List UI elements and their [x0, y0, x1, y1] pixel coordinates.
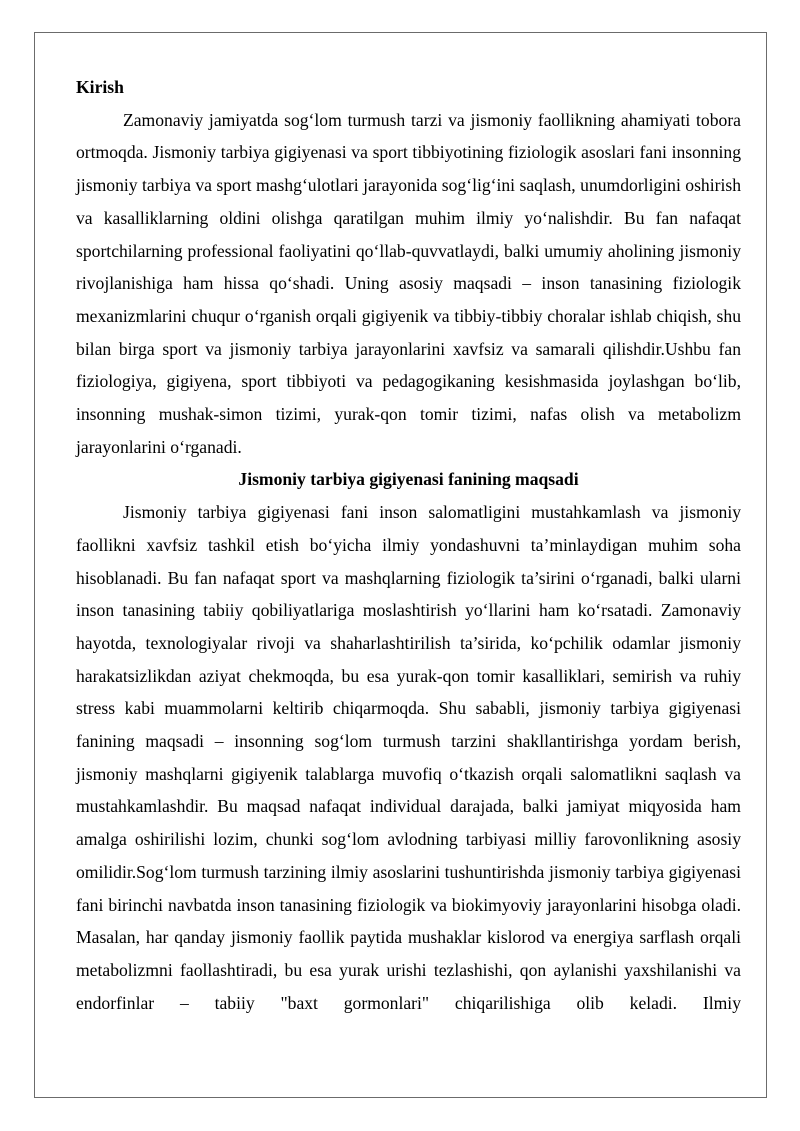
document-body: [76, 71, 741, 1019]
intro-paragraph: Zamonaviy jamiyatda sog‘lom turmush tarzi va jismoniy faollikning ahamiyati tobora ortmoqda. Jismoniy tarbiya gigiyenasi va sport tibbiyotining fiziologik asoslari fani insonning jismoniy tarbiya va sport mashg‘ulotlari jarayonida sog‘lig‘ini saqlash, unumdorligini oshirish va kasalliklarning oldini olishga qaratilgan muhim ilmiy yo‘nalishdir. Bu fan nafaqat sportchilarning professional faoliyatini qo‘llab-quvvatlaydi, balki umumiy aholining jismoniy rivojlanishiga ham hissa qo‘shadi. Uning asosiy maqsadi – inson tanasining fiziologik mexanizmlarini chuqur o‘rganish orqali gigiyenik va tibbiy-tibbiy choralar ishlab chiqish, shu bilan birga sport va jismoniy tarbiya jarayonlarini xavfsiz va samarali qilishdir.Ushbu fan fiziologiya, gigiyena, sport tibbiyoti va pedagogikaning kesishmasida joylashgan bo‘lib, insonning mushak-simon tizimi, yurak-qon tomir tizimi, nafas olish va metabolizm jarayonlarini o‘rganadi.: [76, 109, 741, 457]
section-paragraph: Jismoniy tarbiya gigiyenasi fani inson salomatligini mustahkamlash va jismoniy faollikni xavfsiz tashkil etish bo‘yicha ilmiy yondashuvni ta’minlaydigan muhim soha hisoblanadi. Bu fan nafaqat sport va mashqlarning fiziologik ta’sirini o‘rganadi, balki ularni inson tanasining tabiiy qobiliyatlariga moslashtirish yo‘llarini ham ko‘rsatadi. Zamonaviy hayotda, texnologiyalar rivoji va shaharlashtirilish ta’sirida, ko‘pchilik odamlar jismoniy harakatsizlikdan aziyat chekmoqda, bu esa yurak-qon tomir kasalliklari, semirish va ruhiy stress kabi muammolarni keltirib chiqarmoqda. Shu sababli, jismoniy tarbiya gigiyenasi fanining maqsadi – insonning sog‘lom turmush tarzini shakllantirishga yordam berish, jismoniy mashqlarni gigiyenik talablarga muvofiq o‘tkazish orqali salomatlikni saqlash va mustahkamlashdir. Bu maqsad nafaqat individual darajada, balki jamiyat miqyosida ham amalga oshirilishi lozim, chunki sog‘lom avlodning tarbiyasi milliy farovonlikning asosiy omilidir.Sog‘lom turmush tarzining ilmiy asoslarini tushuntirishda jismoniy tarbiya gigiyenasi fani birinchi navbatda inson tanasining fiziologik va biokimyoviy jarayonlarini hisobga oladi. Masalan, har qanday jismoniy faollik paytida mushaklar kislorod va energiya sarflash orqali metabolizmni faollashtiradi, bu esa yurak urishi tezlashishi, qon aylanishi yaxshilanishi va endorfinlar – tabiiy "baxt gormonlari" chiqarilishiga olib keladi. Ilmiy: [76, 502, 741, 1013]
intro-heading: Kirish: [76, 77, 124, 97]
section-heading: Jismoniy tarbiya gigiyenasi fanining maqsadi: [238, 469, 579, 490]
